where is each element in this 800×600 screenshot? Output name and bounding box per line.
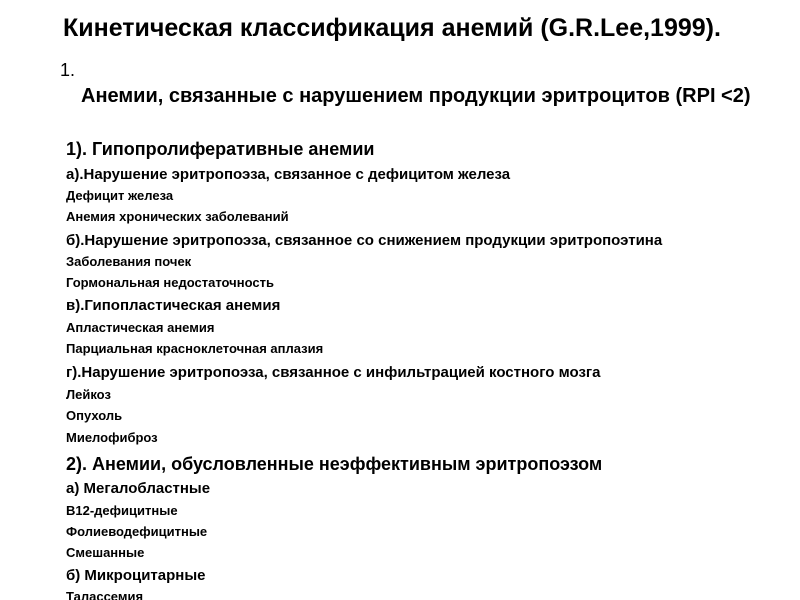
subsection-microcytic: б) Микроцитарные: [66, 567, 206, 584]
subsection-hypoplastic: в).Гипопластическая анемия: [66, 297, 281, 314]
subsection-marrow-infiltration: г).Нарушение эритропоэза, связанное с инфильтрацией костного мозга: [66, 364, 601, 381]
subsection-megaloblastic: а) Мегалобластные: [66, 480, 211, 497]
list-item: Миелофиброз: [66, 430, 158, 445]
subsection-erythropoietin: б).Нарушение эритропоэза, связанное со снижением продукции эритропоэтина: [66, 232, 663, 249]
list-item: Апластическая анемия: [66, 320, 215, 335]
subsection-iron-deficiency: а).Нарушение эритропоэза, связанное с дефицитом железа: [66, 166, 511, 183]
list-item: Фолиеводефицитные: [66, 524, 208, 539]
main-heading: Анемии, связанные с нарушением продукции эритроцитов (RPI <2): [81, 85, 751, 107]
list-item: Анемия хронических заболеваний: [66, 209, 289, 224]
list-item: Дефицит железа: [66, 188, 174, 203]
section-heading-hypoproliferative: 1). Гипопролиферативные анемии: [66, 139, 375, 159]
list-item: Смешанные: [66, 545, 145, 560]
section-heading-ineffective: 2). Анемии, обусловленные неэффективным эритропоэзом: [66, 454, 603, 474]
list-item: B12-дефицитные: [66, 503, 178, 518]
list-item: Лейкоз: [66, 387, 111, 402]
slide-title: Кинетическая классификация анемий (G.R.Lee,1999).: [63, 14, 721, 42]
list-item: Заболевания почек: [66, 254, 192, 269]
list-item: Опухоль: [66, 408, 123, 423]
list-number: 1.: [60, 60, 76, 80]
list-item: Парциальная красноклеточная аплазия: [66, 341, 324, 356]
list-item: Гормональная недостаточность: [66, 275, 274, 290]
list-item: Талассемия: [66, 589, 144, 600]
